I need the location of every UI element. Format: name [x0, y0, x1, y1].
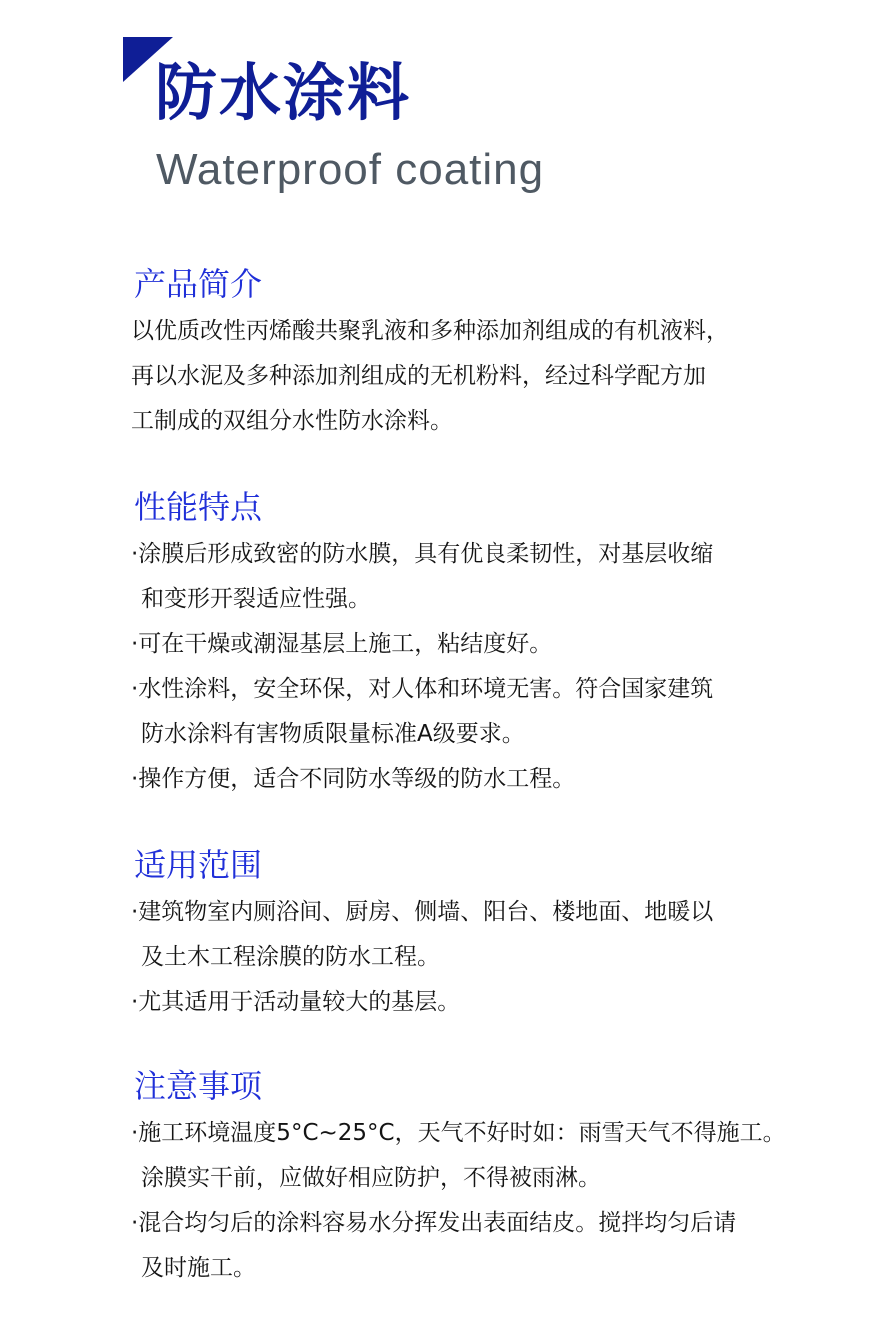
text-line: ·混合均匀后的涂料容易水分挥发出表面结皮。搅拌均匀后请	[131, 1210, 737, 1236]
section-heading: 注意事项	[134, 1067, 263, 1105]
section-applications	[131, 844, 713, 1025]
text-line: ·水性涂料，安全环保，对人体和环境无害。符合国家建筑	[131, 676, 714, 702]
section-precautions	[131, 1065, 786, 1291]
page-subtitle: Waterproof coating	[156, 145, 545, 194]
text-line: 以优质改性丙烯酸共聚乳液和多种添加剂组成的有机液料，	[131, 318, 729, 344]
section-heading: 产品简介	[134, 265, 263, 303]
text-line: ·建筑物室内厕浴间、厨房、侧墙、阳台、楼地面、地暖以	[131, 899, 714, 925]
section-heading: 性能特点	[134, 488, 263, 526]
text-line: ·操作方便，适合不同防水等级的防水工程。	[131, 766, 576, 792]
text-line: ·可在干燥或潮湿基层上施工，粘结度好。	[131, 631, 553, 657]
text-line: 防水涂料有害物质限量标准A级要求。	[141, 721, 525, 747]
text-line: ·涂膜后形成致密的防水膜，具有优良柔韧性，对基层收缩	[131, 541, 714, 567]
section-features	[131, 486, 713, 802]
text-line: 工制成的双组分水性防水涂料。	[131, 408, 453, 434]
text-line: ·施工环境温度5°C~25°C，天气不好时如：雨雪天气不得施工。	[131, 1120, 786, 1146]
text-line: 及土木工程涂膜的防水工程。	[141, 944, 440, 970]
text-line: 及时施工。	[141, 1255, 256, 1281]
section-heading: 适用范围	[134, 846, 263, 884]
text-line: ·尤其适用于活动量较大的基层。	[131, 989, 461, 1015]
text-line: 再以水泥及多种添加剂组成的无机粉料，经过科学配方加	[131, 363, 706, 389]
page-title: 防水涂料	[155, 56, 412, 129]
text-line: 和变形开裂适应性强。	[141, 586, 371, 612]
text-line: 涂膜实干前，应做好相应防护，不得被雨淋。	[141, 1165, 601, 1191]
section-product-intro	[131, 263, 729, 444]
